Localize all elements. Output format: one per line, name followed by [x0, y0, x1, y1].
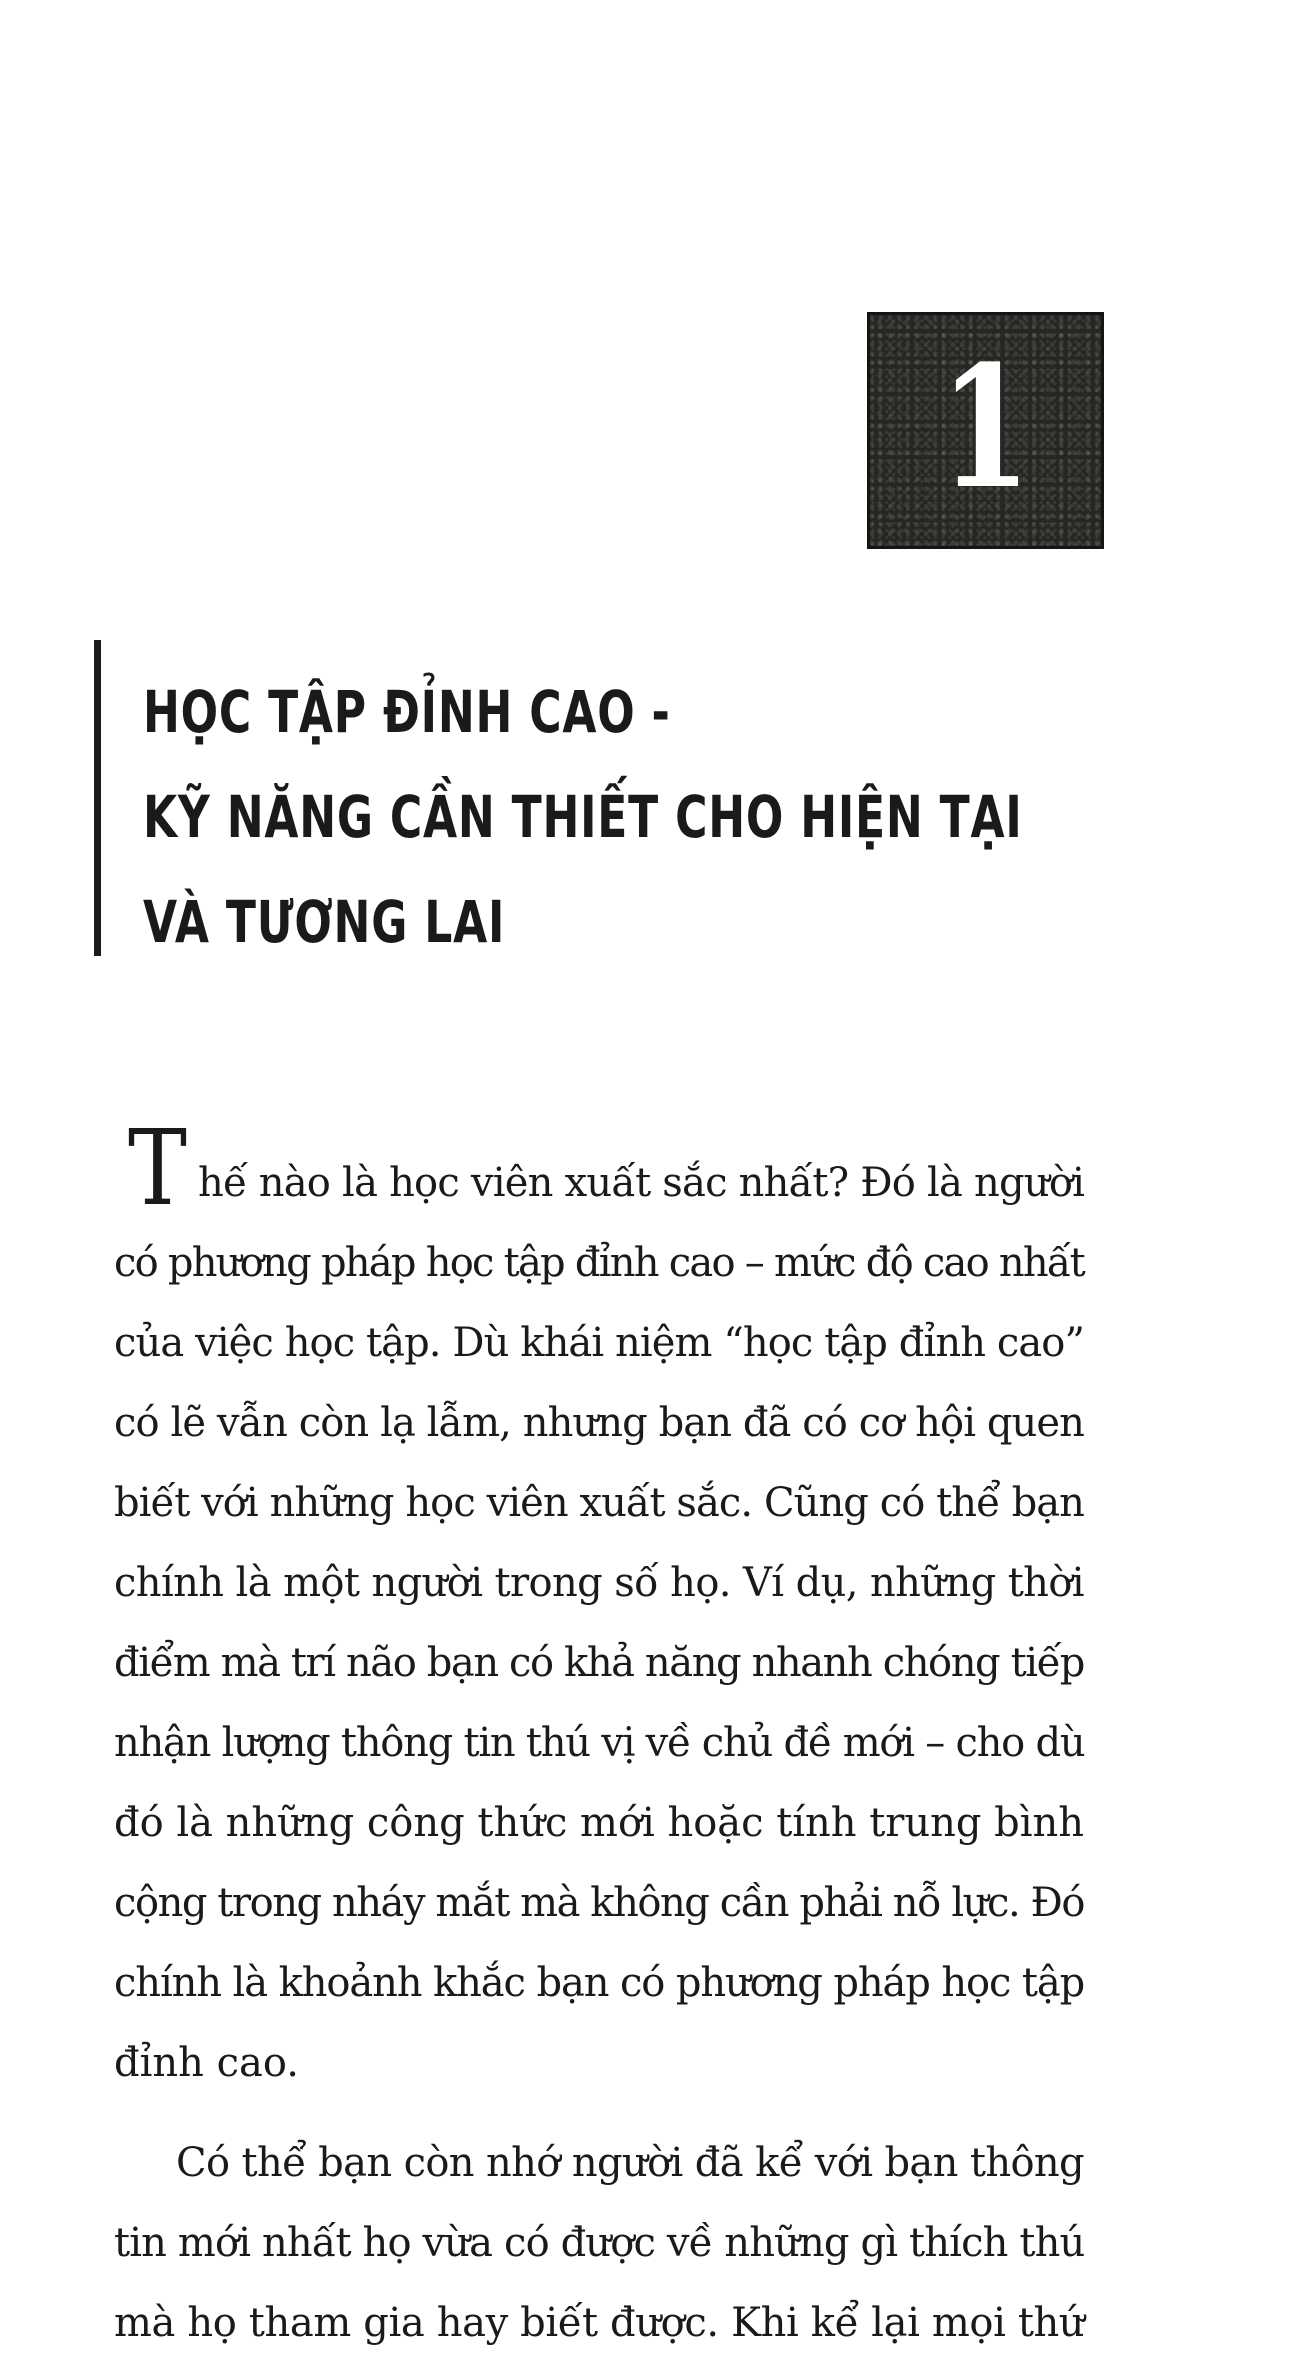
- chapter-title: [143, 660, 1193, 975]
- chapter-title-line: VÀ TƯƠNG LAI: [143, 888, 506, 956]
- paragraph-1-line: có phương pháp học tập đỉnh cao – mức độ cao nhất: [114, 1240, 1084, 1286]
- paragraph-1-line: nhận lượng thông tin thú vị về chủ đề mới – cho dù: [114, 1720, 1085, 1766]
- paragraph-1-line: biết với những học viên xuất sắc. Cũng có thể bạn: [114, 1480, 1084, 1526]
- chapter-title-line: KỸ NĂNG CẦN THIẾT CHO HIỆN TẠI: [143, 783, 1023, 851]
- paragraph-1-line: điểm mà trí não bạn có khả năng nhanh chóng tiếp: [114, 1640, 1084, 1686]
- paragraph-1-line: của việc học tập. Dù khái niệm “học tập đỉnh cao”: [114, 1320, 1084, 1366]
- drop-cap: T: [128, 1107, 187, 1229]
- paragraph-1-line: đó là những công thức mới hoặc tính trung bình: [114, 1800, 1084, 1846]
- paragraph-1-line: hế nào là học viên xuất sắc nhất? Đó là người: [198, 1160, 1085, 1206]
- paragraph-1-line: có lẽ vẫn còn lạ lẫm, nhưng bạn đã có cơ hội quen: [114, 1400, 1084, 1446]
- paragraph-1-line: chính là khoảnh khắc bạn có phương pháp học tập: [114, 1960, 1085, 2006]
- chapter-number-box: [867, 312, 1104, 549]
- paragraph-2-line: mà họ tham gia hay biết được. Khi kể lại mọi thứ: [114, 2300, 1085, 2346]
- title-accent-bar: [94, 640, 101, 956]
- chapter-number: 1: [939, 328, 1032, 526]
- paragraph-1-line: chính là một người trong số họ. Ví dụ, những thời: [114, 1560, 1084, 1606]
- chapter-title-line: HỌC TẬP ĐỈNH CAO -: [143, 678, 671, 746]
- paragraph-2-line: Có thể bạn còn nhớ người đã kể với bạn thông: [176, 2140, 1084, 2186]
- paragraph-1-line: đỉnh cao.: [114, 2040, 299, 2086]
- paragraph-1-line: cộng trong nháy mắt mà không cần phải nỗ lực. Đó: [114, 1880, 1084, 1926]
- paragraph-2-line: tin mới nhất họ vừa có được về những gì thích thú: [114, 2220, 1085, 2266]
